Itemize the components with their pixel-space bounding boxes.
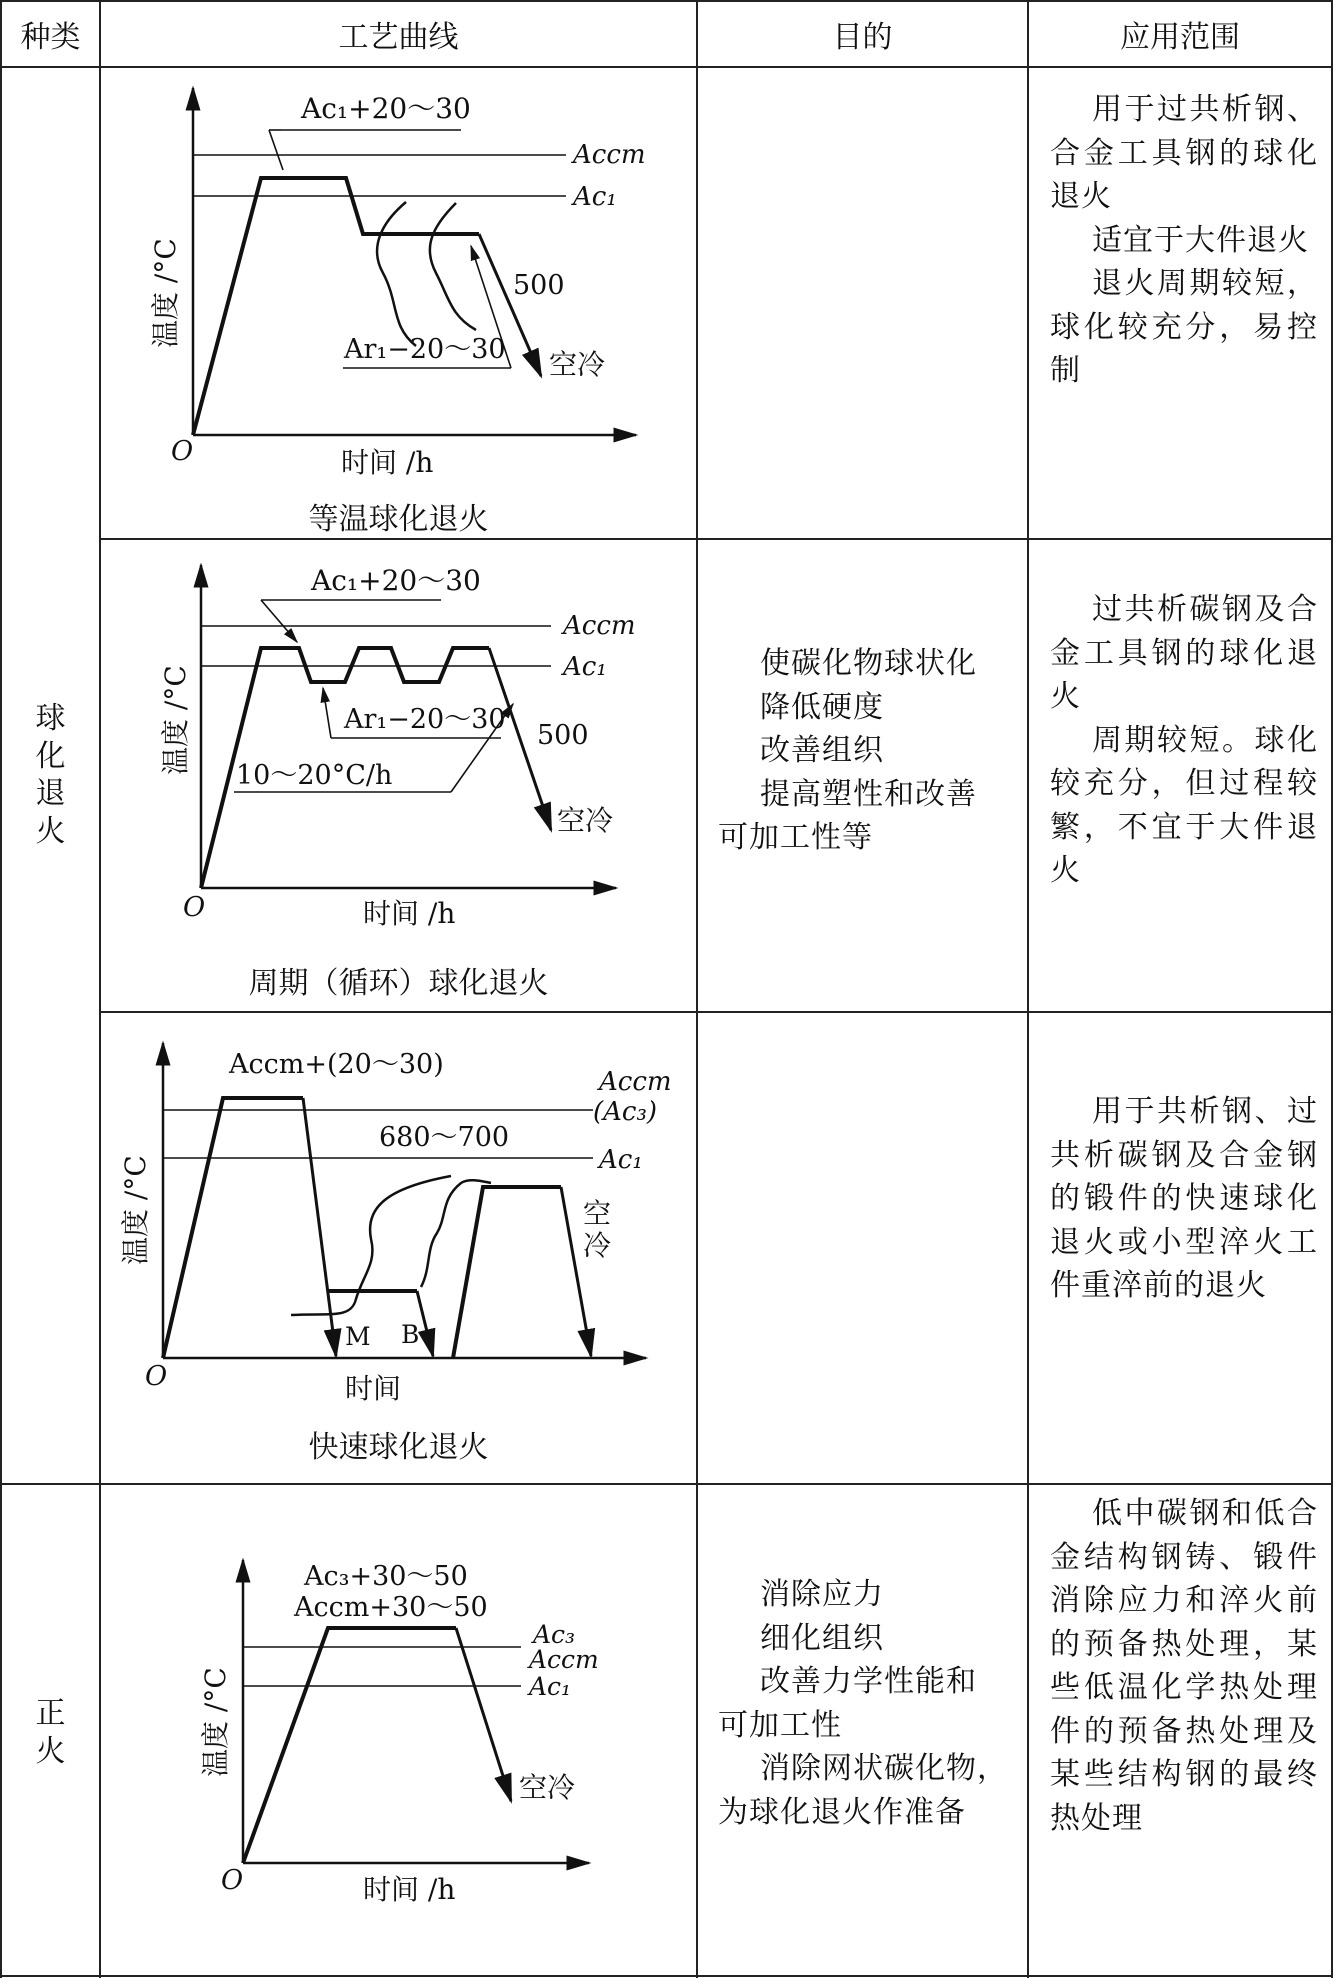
scope-normalizing: 低中碳钢和低合金结构钢铸、锻件消除应力和淬火前的预备热处理，某些低温化学热处理件的预备热处理及某些结构钢的最终热处理	[1050, 1496, 1318, 1836]
purpose-spheroidizing: 使碳化物球状化 降低硬度 改善组织 提高塑性和改善 可加工性等	[718, 646, 977, 855]
b-label: B	[401, 1320, 420, 1349]
rate-note: 10～20°C/h	[236, 760, 393, 791]
origin-label: O	[145, 1361, 168, 1392]
aircool-label-b: 冷	[583, 1229, 612, 1262]
b-arrow	[417, 1291, 433, 1356]
temp-500: 500	[513, 270, 565, 301]
top-note-1: Ac₃+30～50	[304, 1561, 468, 1592]
ac3-label: Ac₃	[533, 1620, 576, 1649]
caption-cyclic: 周期（循环）球化退火	[248, 966, 549, 1001]
top-note: Ac₁+20～30	[311, 564, 481, 597]
top-note: Accm+(20～30)	[229, 1049, 444, 1080]
c-curve-2	[430, 203, 476, 330]
top-note: Ac₁+20～30	[301, 92, 471, 125]
category-normalizing: 正 火	[35, 1696, 66, 1769]
scope-cyclic: 过共析碳钢及合金工具钢的球化退火 周期较短。球化较充分，但过程较繁，不宜于大件退火	[1050, 592, 1318, 888]
top-note-2: Accm+30～50	[294, 1592, 488, 1623]
xlabel: 时间 /h	[363, 1873, 456, 1906]
header-curve: 工艺曲线	[338, 20, 459, 55]
xlabel: 时间	[345, 1372, 402, 1405]
aircool-label-a: 空	[583, 1197, 612, 1230]
low-note: Ar₁−20～30	[344, 334, 506, 365]
category-spheroidizing: 球 化 退 火	[35, 701, 66, 849]
m-label: M	[345, 1322, 371, 1351]
accm-label: Accm	[563, 611, 636, 641]
ylabel: 温度 /°C	[199, 1667, 232, 1777]
temp-500: 500	[537, 720, 589, 751]
quench-arrow	[303, 1098, 336, 1356]
low-note: Ar₁−20～30	[344, 704, 506, 735]
process-curve	[243, 1628, 456, 1863]
ac1-label: Ac₁	[529, 1672, 572, 1701]
xlabel: 时间 /h	[363, 897, 456, 930]
mid-note: 680～700	[379, 1122, 510, 1153]
aircool-arrow	[456, 1628, 511, 1801]
header-scope: 应用范围	[1120, 20, 1240, 55]
scope-rapid: 用于共析钢、过共析碳钢及合金钢的锻件的快速球化退火或小型淬火工件重淬前的退火	[1050, 1094, 1318, 1303]
diagram-isothermal	[101, 68, 696, 538]
accm-label: Accm	[599, 1067, 672, 1097]
accm-label: Accm	[573, 140, 646, 170]
reheat-curve	[453, 1187, 561, 1358]
ylabel: 温度 /°C	[159, 665, 192, 775]
ac1-label: Ac₁	[563, 652, 607, 682]
header-purpose: 目的	[832, 20, 893, 55]
ylabel: 温度 /°C	[119, 1155, 152, 1265]
accm-label: Accm	[529, 1645, 599, 1674]
process-curve	[193, 178, 479, 435]
aircool-label: 空冷	[549, 348, 606, 381]
ac1-label: Ac₁	[573, 182, 617, 212]
scope-isothermal: 用于过共析钢、合金工具钢的球化退火 适宜于大件退火 退火周期较短，球化较充分，易控制	[1050, 92, 1318, 388]
diagram-cyclic	[101, 540, 696, 1010]
diagram-normalizing	[101, 1485, 696, 1975]
purpose-normalizing: 消除应力 细化组织 改善力学性能和 可加工性 消除网状碳化物， 为球化退火作准备	[718, 1577, 1008, 1830]
ylabel: 温度 /°C	[149, 238, 182, 348]
aircool-label: 空冷	[519, 1771, 576, 1804]
ac3-label: (Ac₃)	[593, 1097, 658, 1127]
origin-label: O	[183, 892, 206, 923]
ac1-label: Ac₁	[599, 1145, 643, 1175]
diagram-rapid	[101, 1013, 696, 1483]
caption-rapid: 快速球化退火	[308, 1430, 489, 1465]
xlabel: 时间 /h	[341, 446, 434, 479]
origin-label: O	[221, 1865, 244, 1896]
header-kind: 种类	[20, 20, 81, 55]
aircool-label: 空冷	[557, 804, 614, 837]
caption-isothermal: 等温球化退火	[308, 502, 489, 537]
c-curve-1	[377, 202, 416, 346]
origin-label: O	[171, 436, 194, 467]
heat-curve	[163, 1098, 303, 1358]
